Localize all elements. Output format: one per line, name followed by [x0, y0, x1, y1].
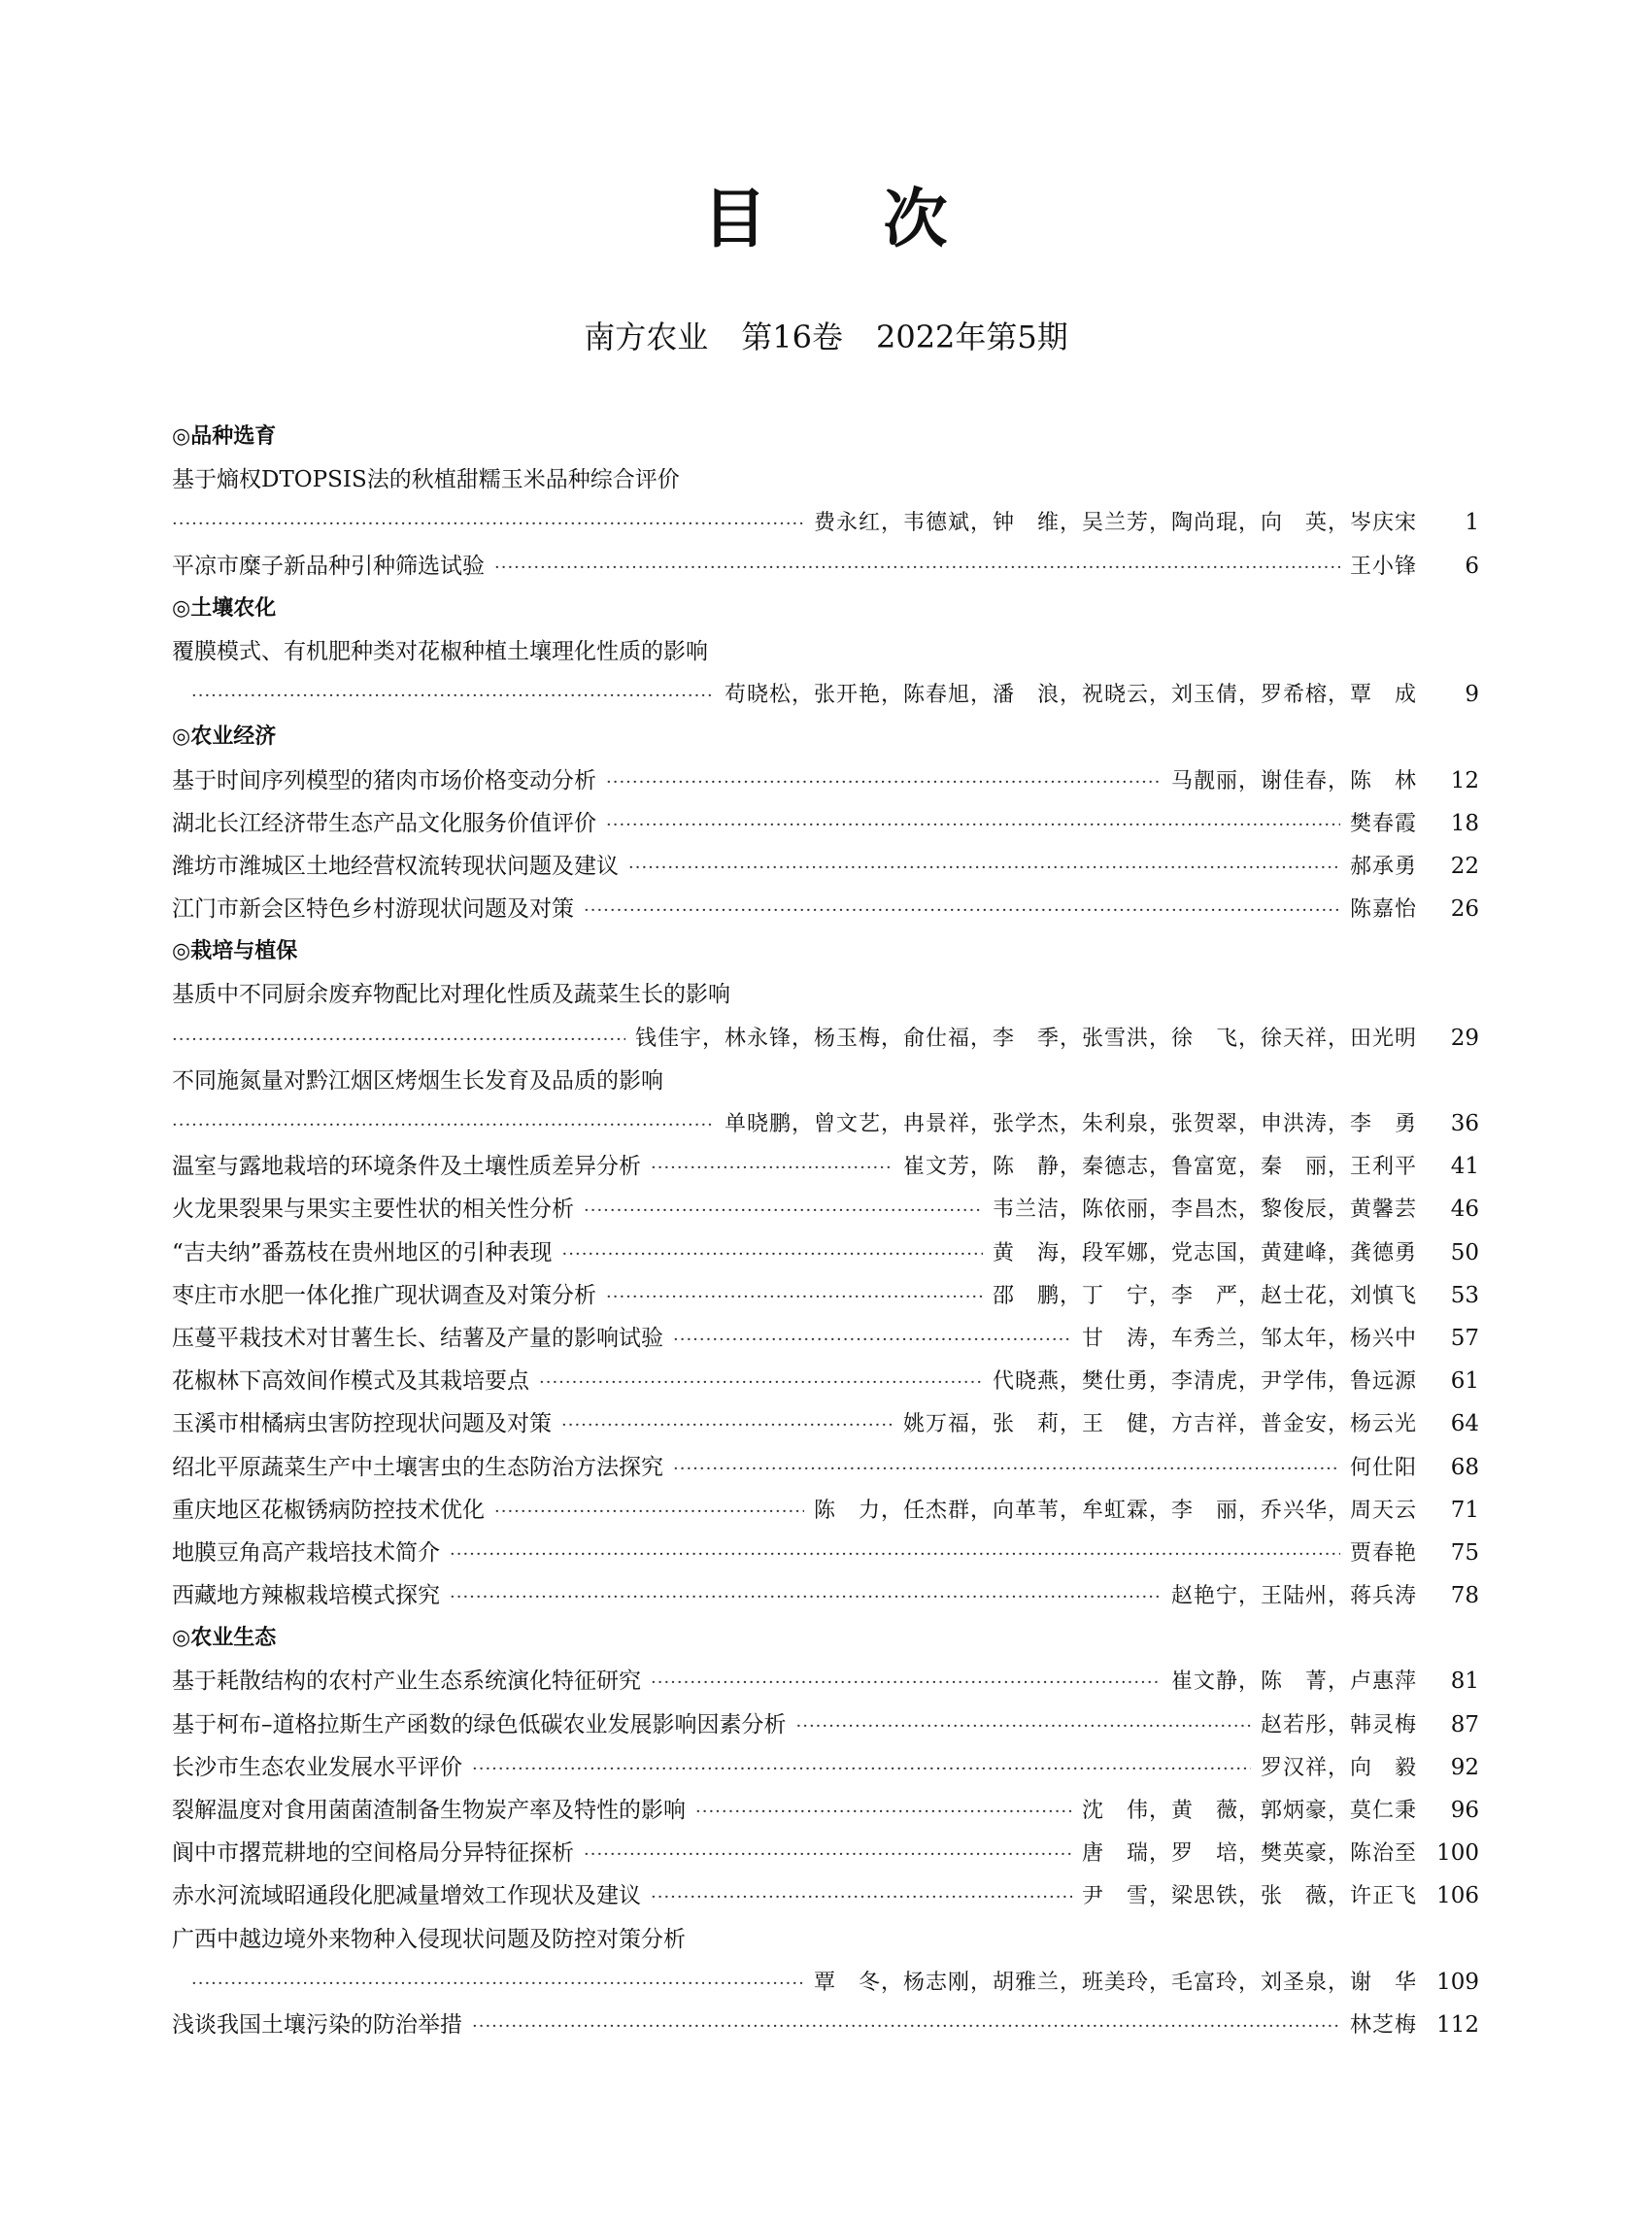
- leader-dots: [191, 675, 715, 718]
- article-authors: 赵艳宁，王陆州，蒋兵涛: [1170, 1584, 1417, 1609]
- article-authors: 代晓燕，樊仕勇，李清虎，尹学伟，鲁远源: [992, 1369, 1417, 1395]
- toc-entry[interactable]: [172, 2004, 1479, 2046]
- article-title[interactable]: 温室与露地栽培的环境条件及土壤性质差异分析: [172, 1154, 641, 1180]
- page-number[interactable]: 29: [1450, 1025, 1479, 1051]
- page-number[interactable]: 112: [1436, 2011, 1479, 2038]
- article-authors: 唐 瑞，罗 培，樊英豪，陈治至: [1081, 1841, 1417, 1867]
- article-authors: 黄 海，段军娜，党志国，黄建峰，龚德勇: [992, 1240, 1417, 1265]
- page-number[interactable]: 61: [1450, 1368, 1479, 1395]
- toc-entry[interactable]: [172, 1703, 1479, 1746]
- article-authors: 马靓丽，谢佳春，陈 林: [1170, 768, 1417, 793]
- leader-dots: [584, 1834, 1072, 1876]
- page-number[interactable]: 68: [1450, 1454, 1479, 1480]
- page-number[interactable]: 64: [1450, 1411, 1479, 1437]
- page-number[interactable]: 41: [1450, 1154, 1479, 1180]
- leader-dots: [628, 847, 1340, 890]
- article-authors: 甘 涛，车秀兰，邹太年，杨兴中: [1081, 1326, 1417, 1351]
- toc-entry[interactable]: [172, 1874, 1479, 1917]
- leader-dots: [673, 1448, 1340, 1491]
- leader-dots: [561, 1404, 893, 1447]
- leader-dots: [494, 1491, 804, 1534]
- page-number[interactable]: 12: [1450, 767, 1479, 793]
- page-number[interactable]: 75: [1450, 1539, 1479, 1566]
- page-title: 目 次: [702, 182, 950, 256]
- table-of-contents: [172, 416, 1479, 2046]
- leader-dots: [539, 1362, 983, 1404]
- page-number[interactable]: 100: [1436, 1840, 1479, 1867]
- page-number[interactable]: 6: [1465, 553, 1479, 579]
- article-title[interactable]: 西藏地方辣椒栽培模式探究: [172, 1583, 440, 1609]
- article-title[interactable]: 不同施氮量对黔江烟区烤烟生长发育及品质的影响: [172, 1067, 663, 1094]
- article-title[interactable]: 覆膜模式、有机肥种类对花椒种植土壤理化性质的影响: [172, 638, 708, 664]
- toc-entry[interactable]: [172, 1231, 1479, 1274]
- article-title[interactable]: 基于熵权DTOPSIS法的秋植甜糯玉米品种综合评价: [172, 467, 680, 493]
- article-authors: 赵若彤，韩灵梅: [1260, 1712, 1417, 1737]
- article-title[interactable]: 平凉市糜子新品种引种筛选试验: [172, 553, 485, 579]
- toc-entry[interactable]: [172, 1574, 1479, 1617]
- page-number[interactable]: 106: [1436, 1883, 1479, 1909]
- page-number[interactable]: 50: [1450, 1239, 1479, 1265]
- leader-dots: [651, 1147, 893, 1190]
- article-authors: 樊春霞: [1349, 811, 1417, 836]
- page-number[interactable]: 22: [1450, 853, 1479, 879]
- leader-dots: [472, 1748, 1251, 1791]
- article-authors: 崔文芳，陈 静，秦德志，鲁富宽，秦 丽，王利平: [902, 1155, 1417, 1180]
- section-heading: ◎土壤农化: [172, 595, 277, 621]
- article-title[interactable]: 裂解温度对食用菌菌渣制备生物炭产率及特性的影响: [172, 1798, 686, 1823]
- page-number[interactable]: 57: [1450, 1325, 1479, 1351]
- leader-dots: [651, 1662, 1162, 1704]
- article-authors: 陈嘉怡: [1349, 897, 1417, 923]
- page-number[interactable]: 87: [1450, 1711, 1479, 1737]
- article-title[interactable]: 花椒林下高效间作模式及其栽培要点: [172, 1368, 529, 1395]
- toc-entry-continuation: [172, 1961, 1479, 2004]
- page-number[interactable]: 78: [1450, 1583, 1479, 1609]
- toc-entry[interactable]: [172, 1360, 1479, 1402]
- article-authors: 单晓鹏，曾文艺，冉景祥，张学杰，朱利泉，张贺翠，申洪涛，李 勇: [724, 1112, 1417, 1136]
- journal-issue-line: [0, 313, 1652, 357]
- article-title[interactable]: “吉夫纳”番荔枝在贵州地区的引种表现: [172, 1239, 553, 1265]
- toc-entry[interactable]: [172, 1188, 1479, 1231]
- toc-entry[interactable]: [172, 1832, 1479, 1874]
- leader-dots: [584, 1190, 983, 1232]
- article-title[interactable]: 玉溪市柑橘病虫害防控现状问题及对策: [172, 1411, 552, 1437]
- toc-entry[interactable]: [172, 1746, 1479, 1789]
- article-title[interactable]: 地膜豆角高产栽培技术简介: [172, 1539, 440, 1566]
- article-authors: 邵 鹏，丁 宁，李 严，赵士花，刘慎飞: [992, 1283, 1417, 1308]
- leader-dots: [606, 804, 1340, 847]
- article-authors: 郝承勇: [1349, 854, 1417, 879]
- article-title[interactable]: 枣庄市水肥一体化推广现状调查及对策分析: [172, 1282, 596, 1308]
- leader-dots: [584, 890, 1340, 932]
- page-number[interactable]: 96: [1450, 1798, 1479, 1823]
- leader-dots: [172, 503, 804, 546]
- toc-entry[interactable]: [172, 888, 1479, 930]
- article-title[interactable]: 火龙果裂果与果实主要性状的相关性分析: [172, 1197, 574, 1223]
- article-authors: 尹 雪，梁思铁，张 薇，许正飞: [1081, 1884, 1417, 1909]
- toc-entry[interactable]: [172, 759, 1479, 802]
- article-title[interactable]: 压蔓平栽技术对甘薯生长、结薯及产量的影响试验: [172, 1325, 663, 1351]
- toc-entry[interactable]: [172, 1317, 1479, 1360]
- article-title[interactable]: 基质中不同厨余废弃物配比对理化性质及蔬菜生长的影响: [172, 982, 730, 1008]
- article-title[interactable]: 重庆地区花椒锈病防控技术优化: [172, 1497, 485, 1523]
- section-heading: ◎品种选育: [172, 424, 277, 449]
- article-authors: 何仕阳: [1349, 1455, 1417, 1480]
- leader-dots: [450, 1576, 1162, 1619]
- article-title[interactable]: 浅谈我国土壤污染的防治举措: [172, 2011, 462, 2038]
- page-number[interactable]: 46: [1450, 1197, 1479, 1223]
- article-title[interactable]: 潍坊市潍城区土地经营权流转现状问题及建议: [172, 853, 619, 879]
- article-authors: 贾春艳: [1349, 1540, 1417, 1566]
- section-heading: ◎农业经济: [172, 725, 277, 750]
- toc-entry[interactable]: [172, 1789, 1479, 1832]
- section-heading: ◎栽培与植保: [172, 939, 298, 964]
- leader-dots: [606, 1276, 983, 1319]
- page-number[interactable]: 109: [1436, 1969, 1479, 1995]
- page-number[interactable]: 9: [1465, 682, 1479, 708]
- article-title[interactable]: 绍北平原蔬菜生产中土壤害虫的生态防治方法探究: [172, 1454, 663, 1480]
- article-title[interactable]: 赤水河流域昭通段化肥减量增效工作现状及建议: [172, 1883, 641, 1909]
- article-authors: 王小锋: [1349, 554, 1417, 579]
- leader-dots: [172, 1104, 715, 1147]
- leader-dots: [695, 1791, 1072, 1834]
- leader-dots: [796, 1705, 1251, 1748]
- section-heading: ◎农业生态: [172, 1626, 277, 1651]
- page-number[interactable]: 1: [1465, 510, 1479, 536]
- article-title[interactable]: 湖北长江经济带生态产品文化服务价值评价: [172, 810, 596, 836]
- page-number[interactable]: 26: [1450, 896, 1479, 923]
- page-number[interactable]: 18: [1450, 810, 1479, 836]
- article-title[interactable]: 江门市新会区特色乡村游现状问题及对策: [172, 896, 574, 923]
- article-title[interactable]: 长沙市生态农业发展水平评价: [172, 1754, 462, 1780]
- page-number[interactable]: 92: [1450, 1754, 1479, 1780]
- page-number[interactable]: 53: [1450, 1282, 1479, 1308]
- page-number[interactable]: 81: [1450, 1669, 1479, 1695]
- toc-entry-continuation: [172, 501, 1479, 544]
- article-title[interactable]: 基于时间序列模型的猪肉市场价格变动分析: [172, 767, 596, 793]
- journal-name: 南方农业: [584, 319, 709, 355]
- article-title[interactable]: 基于柯布–道格拉斯生产函数的绿色低碳农业发展影响因素分析: [172, 1711, 787, 1737]
- toc-entry-continuation: [172, 1102, 1479, 1145]
- article-authors: 钱佳宇，林永锋，杨玉梅，俞仕福，李 季，张雪洪，徐 飞，徐天祥，田光明: [634, 1026, 1417, 1051]
- article-authors: 陈 力，任杰群，向革苇，牟虹霖，李 丽，乔兴华，周天云: [813, 1498, 1417, 1523]
- toc-entry[interactable]: [172, 845, 1479, 888]
- toc-entry[interactable]: [172, 1145, 1479, 1188]
- journal-issue: 2022年第5期: [875, 319, 1068, 355]
- leader-dots: [472, 2006, 1340, 2048]
- toc-entry[interactable]: [172, 1489, 1479, 1532]
- leader-dots: [172, 1019, 625, 1062]
- article-title[interactable]: 基于耗散结构的农村产业生态系统演化特征研究: [172, 1669, 641, 1695]
- toc-entry[interactable]: [172, 1274, 1479, 1317]
- toc-entry[interactable]: [172, 1660, 1479, 1703]
- leader-dots: [191, 1963, 804, 2006]
- page-number[interactable]: 36: [1450, 1111, 1479, 1136]
- journal-volume: 第16卷: [741, 319, 843, 355]
- article-authors: 沈 伟，黄 薇，郭炳豪，莫仁秉: [1081, 1799, 1417, 1823]
- toc-entry[interactable]: [172, 545, 1479, 588]
- article-title[interactable]: 广西中越边境外来物种入侵现状问题及防控对策分析: [172, 1926, 686, 1952]
- leader-dots: [651, 1876, 1072, 1919]
- article-title[interactable]: 阆中市撂荒耕地的空间格局分异特征探析: [172, 1840, 574, 1867]
- toc-entry-continuation: [172, 673, 1479, 716]
- article-authors: 林芝梅: [1349, 2012, 1417, 2038]
- toc-entry[interactable]: [172, 1446, 1479, 1489]
- leader-dots: [606, 761, 1162, 804]
- leader-dots: [494, 547, 1340, 590]
- leader-dots: [673, 1319, 1072, 1362]
- article-authors: 苟晓松，张开艳，陈春旭，潘 浪，祝晓云，刘玉倩，罗希榕，覃 成: [724, 683, 1417, 708]
- toc-entry[interactable]: [172, 1402, 1479, 1445]
- article-authors: 姚万福，张 莉，王 健，方吉祥，普金安，杨云光: [902, 1412, 1417, 1437]
- page-number[interactable]: 71: [1450, 1497, 1479, 1523]
- toc-entry[interactable]: [172, 1532, 1479, 1574]
- article-authors: 费永红，韦德斌，钟 维，吴兰芳，陶尚琨，向 英，岑庆宋: [813, 511, 1417, 536]
- article-authors: 韦兰洁，陈依丽，李昌杰，黎俊辰，黄馨芸: [992, 1197, 1417, 1223]
- leader-dots: [450, 1534, 1340, 1576]
- toc-entry[interactable]: [172, 802, 1479, 845]
- leader-dots: [562, 1233, 983, 1276]
- article-authors: 罗汉祥，向 毅: [1260, 1755, 1417, 1780]
- toc-entry-continuation: [172, 1017, 1479, 1060]
- article-authors: 覃 冬，杨志刚，胡雅兰，班美玲，毛富玲，刘圣泉，谢 华: [813, 1970, 1417, 1995]
- article-authors: 崔文静，陈 菁，卢惠萍: [1170, 1670, 1417, 1695]
